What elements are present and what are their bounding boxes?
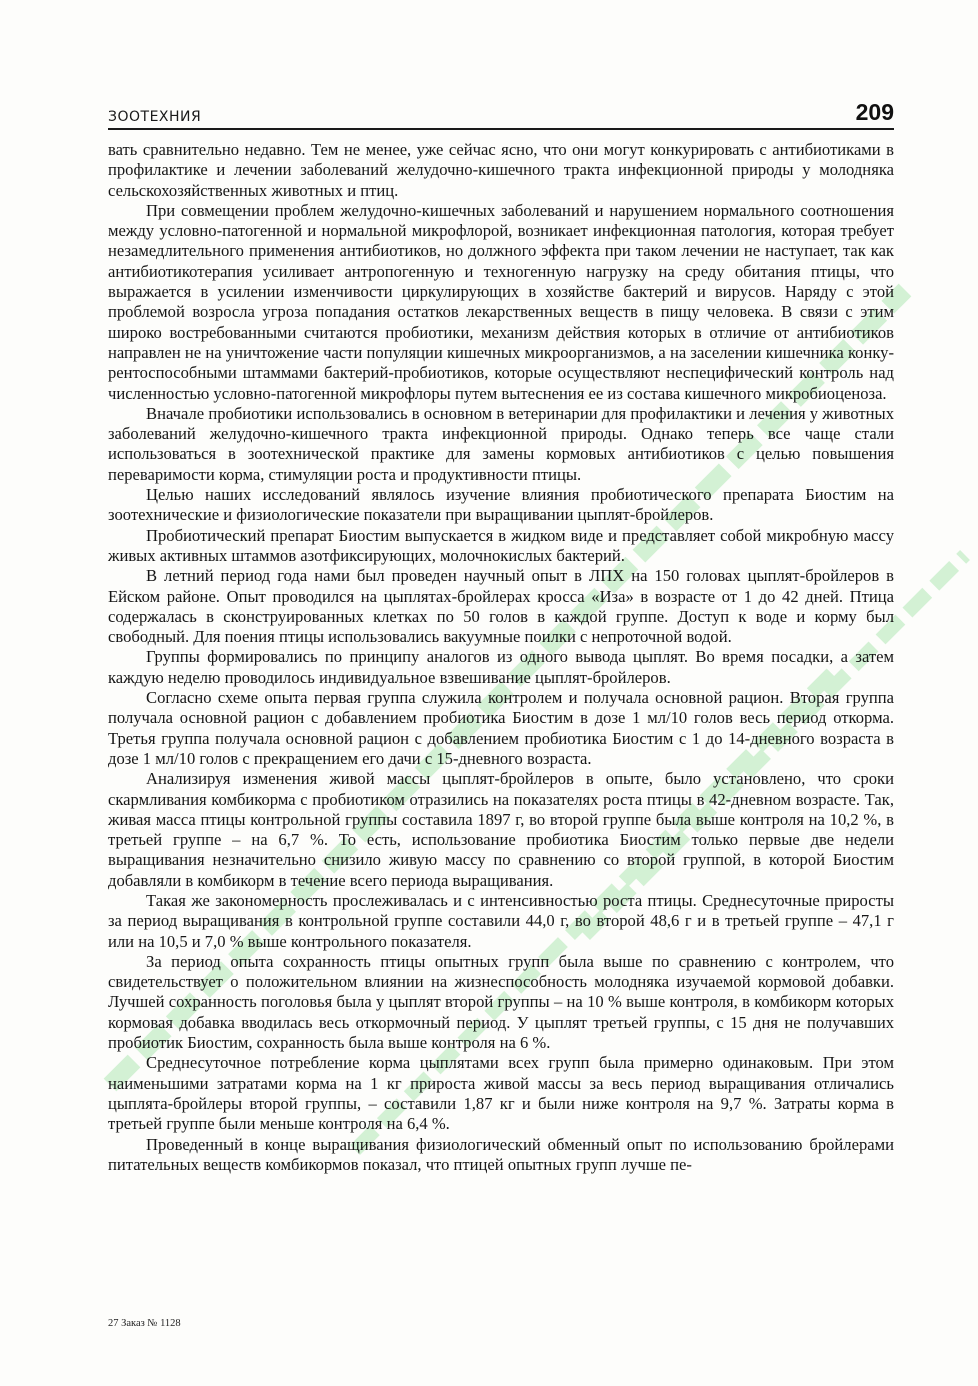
paragraph: Группы формировались по принципу аналогов из одного вывода цыплят. Во время посадки, а затем каждую неделю проводилось индивидуальное взвешивание цыплят-бройлеров. <box>108 647 894 687</box>
paragraph: За период опыта сохранность птицы опытных групп была выше по сравнению с контролем, что свидетельствует о положительном влиянии на жизнеспособность молодняка изучаемой кормовой добавки. Лучшей сохранность поголовья была у цыплят второй группы – на 10 % выше контроля, в комбикорм которых кормовая добавка вводилась весь откормочный период. У цыплят третьей группы, с 15 дня не получавших пробиотик Биостим, сохранность была выше контроля на 6 %. <box>108 951 894 1053</box>
body-text <box>108 140 894 1175</box>
paragraph: Такая же закономерность прослеживалась и с интенсивностью роста птицы. Среднесуточные приросты за период выращивания в контрольной группе составили 44,0 г, во второй 48,6 г и в третьей группе – 47,1 г или на 10,5 и 7,0 % выше контрольного показателя. <box>108 890 894 951</box>
paragraph: Анализируя изменения живой массы цыплят-бройлеров в опыте, было установлено, что сроки скармливания комбикорма с пробиотиком отразились на показателях роста птицы в 42-дневном возрасте. Так, живая масса птицы контрольной группы составила 1897 г, во второй группе была выше контроля на 10,2 %, в третьей группе – на 6,7 %. То есть, использование пробиотика Биостим только первые две недели выращивания незначительно снизило живую массу по сравнению со второй группой, в которой Биостим добавляли в комбикорм в течение всего периода выращивания. <box>108 769 894 890</box>
paragraph: Согласно схеме опыта первая группа служила контролем и получала основной рацион. Вторая группа получала основной рацион с добавлением пробиотика Биостим в дозе 1 мл/10 голов весь период откорма. Третья группа получала основной рацион с добавлением пробиотика Биостим с 1 до 14-дневного возраста в дозе 1 мл/10 голов с прекращением его дачи с 15-дневного возраста. <box>108 688 894 768</box>
section-title: ЗООТЕХНИЯ <box>108 109 202 125</box>
page-number: 209 <box>855 99 894 125</box>
running-header <box>108 98 894 130</box>
paragraph: Проведенный в конце выращивания физиологический обменный опыт по использованию бройлерами питательных веществ комбикормов показал, что птицей опытных групп лучше пе- <box>108 1134 894 1174</box>
printing-signature: 27 Заказ № 1128 <box>108 1318 181 1329</box>
paragraph: Целью наших исследований являлось изучение влияния пробиотического препарата Биостим на зоотехнические и физиологические показатели при выращивании цыплят-бройлеров. <box>108 485 894 525</box>
paragraph: вать сравнительно недавно. Тем не менее, уже сейчас ясно, что они могут конкурировать с антибиотиками в профилактике и лечении заболеваний желудочно-кишечного тракта инфекционной природы у молодняка сельскохозяйственных животных и птиц. <box>108 140 894 200</box>
paragraph: Вначале пробиотики использовались в основном в ветеринарии для профилактики и лечения у животных заболеваний желудочно-кишечного тракта инфекционной природы. Однако теперь все чаще стали использоваться в зоотехнической практике для замены кормовых антибиотиков с целью повышения переваримости корма, стимуляции роста и продуктивности птицы. <box>108 403 894 484</box>
paragraph: Пробиотический препарат Биостим выпускается в жидком виде и представляет собой микробную массу живых активных штаммов азотфиксирующих, молочнокислых бактерий. <box>108 525 894 565</box>
paragraph: Среднесуточное потребление корма цыплятами всех групп была примерно одинаковым. При этом наименьшими затратами корма на 1 кг прироста живой массы за весь период выращивания отличались цыплята-бройлеры второй группы, – составили 1,87 кг и были ниже контроля на 9,7 %. Затраты корма в третьей группе были меньше контроля на 6,4 %. <box>108 1053 894 1134</box>
paragraph: При совмещении проблем желудочно-кишечных заболеваний и нарушением нормального соотношения между условно-патогенной и нормальной микрофлорой, возникает инфекционная патология, которая требует незамедлительного применения антибиотиков, но должного эффекта при таком лечении не наступает, так как антибиотикотерапия усиливает антропогенную и техногенную нагрузку на среду обитания птицы, что выражается в усилении изменчивости циркулирующих в хозяйстве бактерий и вирусов. Наряду с этой проблемой возросла угроза попадания остатков лекарственных веществ в пищу человека. В связи с этим широко востребованными считаются пробиотики, механизм действия которых в отличие от антибиотиков направлен не на уничтожение части популяции кишечных микроорганизмов, а на заселении кишечника конкурентоспособными штаммами бактерий-пробиотиков, которые осуществляют неспецифический контроль над численностью условно-патогенной микрофлоры путем вытеснения ее из состава кишечного микробиоценоза. <box>108 200 894 403</box>
paragraph: В летний период года нами был проведен научный опыт в ЛПХ на 150 головах цыплят-бройлеров в Ейском районе. Опыт проводился на цыплятах-бройлерах кросса «Иза» в возрасте от 1 до 42 дней. Птица содержалась в сконструированных клетках по 50 голов в каждой группе. Доступ к воде и корму был свободный. Для поения птицы использовались вакуумные поилки с непроточной водой. <box>108 566 894 647</box>
